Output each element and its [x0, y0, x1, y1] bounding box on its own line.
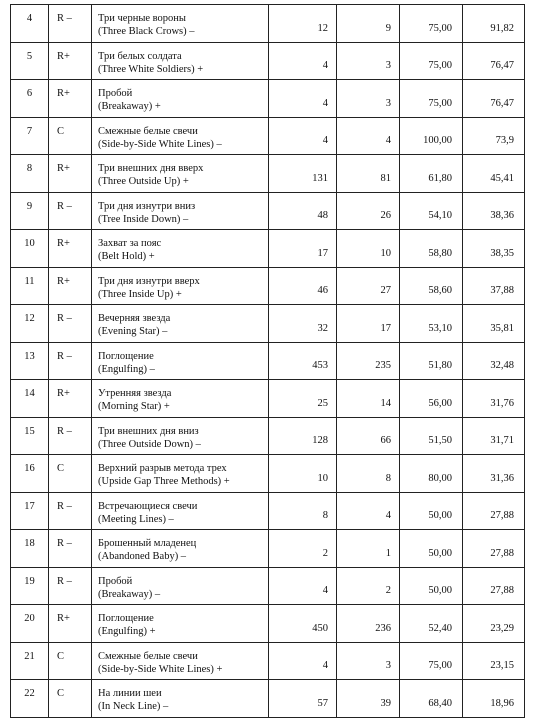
pattern-name-ru: Вечерняя звезда	[98, 313, 171, 324]
signal-cell: R –	[49, 342, 92, 380]
pattern-name-ru: Утренняя звезда	[98, 388, 172, 399]
success-percent-cell: 75,00	[400, 42, 463, 80]
row-number-cell: 10	[11, 230, 49, 268]
table-row	[11, 42, 525, 80]
count-total-cell: 57	[269, 680, 337, 718]
count-total-cell: 12	[269, 5, 337, 43]
pattern-name-ru: Брошенный младенец	[98, 538, 197, 549]
rating-cell: 23,15	[463, 642, 525, 680]
signal-cell: R+	[49, 230, 92, 268]
rating-cell: 35,81	[463, 305, 525, 343]
count-success-cell: 3	[337, 42, 400, 80]
success-percent-cell: 100,00	[400, 117, 463, 155]
pattern-name-cell	[92, 192, 269, 230]
pattern-name-ru: На линии шеи	[98, 688, 162, 699]
pattern-name-cell	[92, 680, 269, 718]
count-total-cell: 450	[269, 605, 337, 643]
rating-cell: 73,9	[463, 117, 525, 155]
pattern-name-ru: Три внешних дня вниз	[98, 425, 199, 437]
pattern-name-cell	[92, 642, 269, 680]
table-row	[11, 192, 525, 230]
table-row	[11, 417, 525, 455]
pattern-name-cell	[92, 530, 269, 568]
count-success-cell: 66	[337, 417, 400, 455]
pattern-name-cell	[92, 5, 269, 43]
success-percent-cell: 61,80	[400, 155, 463, 193]
pattern-name-en: (Upside Gap Three Methods) +	[98, 476, 230, 487]
table-row	[11, 605, 525, 643]
row-number-cell: 12	[11, 305, 49, 343]
count-success-cell: 8	[337, 455, 400, 493]
rating-cell: 27,88	[463, 530, 525, 568]
rating-cell: 76,47	[463, 80, 525, 118]
pattern-name-ru: Три белых солдата	[98, 50, 182, 62]
pattern-name-en: (Side-by-Side White Lines) +	[98, 663, 223, 675]
rating-cell: 38,36	[463, 192, 525, 230]
count-total-cell: 4	[269, 567, 337, 605]
success-percent-cell: 75,00	[400, 80, 463, 118]
table-row	[11, 455, 525, 493]
row-number-cell: 5	[11, 42, 49, 80]
pattern-name-ru: Три внешних дня вверх	[98, 163, 204, 174]
table-body	[11, 5, 525, 718]
count-total-cell: 2	[269, 530, 337, 568]
pattern-name-ru: Смежные белые свечи	[98, 125, 198, 137]
rating-cell: 27,88	[463, 567, 525, 605]
table-row	[11, 342, 525, 380]
signal-cell: C	[49, 455, 92, 493]
count-success-cell: 2	[337, 567, 400, 605]
success-percent-cell: 50,00	[400, 492, 463, 530]
row-number-cell: 4	[11, 5, 49, 43]
count-total-cell: 25	[269, 380, 337, 418]
signal-cell: R+	[49, 605, 92, 643]
success-percent-cell: 68,40	[400, 680, 463, 718]
pattern-name-en: (Engulfing) +	[98, 626, 156, 637]
pattern-name-cell	[92, 230, 269, 268]
count-total-cell: 4	[269, 42, 337, 80]
pattern-name-cell	[92, 492, 269, 530]
rating-cell: 27,88	[463, 492, 525, 530]
row-number-cell: 22	[11, 680, 49, 718]
count-success-cell: 3	[337, 642, 400, 680]
rating-cell: 31,71	[463, 417, 525, 455]
success-percent-cell: 50,00	[400, 567, 463, 605]
count-success-cell: 14	[337, 380, 400, 418]
pattern-name-ru: Встречающиеся свечи	[98, 500, 198, 512]
success-percent-cell: 51,80	[400, 342, 463, 380]
count-success-cell: 1	[337, 530, 400, 568]
success-percent-cell: 56,00	[400, 380, 463, 418]
count-total-cell: 8	[269, 492, 337, 530]
success-percent-cell: 58,60	[400, 267, 463, 305]
count-success-cell: 4	[337, 492, 400, 530]
pattern-name-en: (Meeting Lines) –	[98, 513, 174, 525]
pattern-name-en: (Engulfing) –	[98, 363, 155, 375]
count-success-cell: 81	[337, 155, 400, 193]
table-row	[11, 80, 525, 118]
table-row	[11, 680, 525, 718]
count-total-cell: 131	[269, 155, 337, 193]
pattern-name-en: (Three Outside Down) –	[98, 438, 201, 450]
row-number-cell: 11	[11, 267, 49, 305]
pattern-name-ru: Пробой	[98, 88, 133, 99]
table-row	[11, 305, 525, 343]
pattern-name-cell	[92, 155, 269, 193]
pattern-name-ru: Верхний разрыв метода трех	[98, 463, 227, 474]
signal-cell: R –	[49, 567, 92, 605]
count-total-cell: 4	[269, 80, 337, 118]
table-row	[11, 155, 525, 193]
row-number-cell: 19	[11, 567, 49, 605]
pattern-name-cell	[92, 305, 269, 343]
pattern-name-en: (Three White Soldiers) +	[98, 63, 204, 75]
success-percent-cell: 80,00	[400, 455, 463, 493]
pattern-name-en: (Breakaway) +	[98, 101, 161, 112]
pattern-name-ru: Пробой	[98, 575, 133, 587]
count-success-cell: 10	[337, 230, 400, 268]
pattern-name-ru: Три дня изнутри вверх	[98, 275, 200, 287]
pattern-name-en: (Side-by-Side White Lines) –	[98, 138, 222, 150]
row-number-cell: 7	[11, 117, 49, 155]
pattern-name-en: (In Neck Line) –	[98, 701, 169, 712]
pattern-name-en: (Breakaway) –	[98, 588, 161, 600]
pattern-name-cell	[92, 417, 269, 455]
pattern-name-ru: Смежные белые свечи	[98, 650, 198, 662]
table-row	[11, 530, 525, 568]
pattern-name-cell	[92, 380, 269, 418]
pattern-name-en: (Morning Star) +	[98, 401, 170, 412]
signal-cell: R –	[49, 192, 92, 230]
count-total-cell: 128	[269, 417, 337, 455]
row-number-cell: 9	[11, 192, 49, 230]
pattern-name-cell	[92, 80, 269, 118]
row-number-cell: 16	[11, 455, 49, 493]
signal-cell: C	[49, 642, 92, 680]
success-percent-cell: 51,50	[400, 417, 463, 455]
count-total-cell: 4	[269, 642, 337, 680]
signal-cell: C	[49, 117, 92, 155]
success-percent-cell: 52,40	[400, 605, 463, 643]
table-row	[11, 5, 525, 43]
table-row	[11, 117, 525, 155]
rating-cell: 45,41	[463, 155, 525, 193]
pattern-name-cell	[92, 117, 269, 155]
pattern-name-cell	[92, 455, 269, 493]
count-total-cell: 32	[269, 305, 337, 343]
count-success-cell: 9	[337, 5, 400, 43]
count-total-cell: 46	[269, 267, 337, 305]
rating-cell: 31,36	[463, 455, 525, 493]
signal-cell: R+	[49, 155, 92, 193]
pattern-name-ru: Поглощение	[98, 613, 154, 624]
count-total-cell: 48	[269, 192, 337, 230]
count-total-cell: 453	[269, 342, 337, 380]
signal-cell: R+	[49, 267, 92, 305]
pattern-name-en: (Three Inside Up) +	[98, 288, 182, 300]
pattern-name-ru: Поглощение	[98, 350, 154, 362]
signal-cell: R –	[49, 417, 92, 455]
count-success-cell: 39	[337, 680, 400, 718]
row-number-cell: 15	[11, 417, 49, 455]
pattern-name-en: (Tree Inside Down) –	[98, 213, 189, 225]
pattern-name-cell	[92, 267, 269, 305]
pattern-name-en: (Abandoned Baby) –	[98, 551, 187, 562]
table-row	[11, 642, 525, 680]
row-number-cell: 17	[11, 492, 49, 530]
pattern-name-en: (Evening Star) –	[98, 326, 168, 337]
pattern-name-ru: Три черные вороны	[98, 13, 186, 24]
table-row	[11, 267, 525, 305]
success-percent-cell: 58,80	[400, 230, 463, 268]
rating-cell: 76,47	[463, 42, 525, 80]
row-number-cell: 13	[11, 342, 49, 380]
count-total-cell: 4	[269, 117, 337, 155]
pattern-name-en: (Three Outside Up) +	[98, 176, 189, 187]
success-percent-cell: 53,10	[400, 305, 463, 343]
row-number-cell: 21	[11, 642, 49, 680]
pattern-name-cell	[92, 42, 269, 80]
rating-cell: 31,76	[463, 380, 525, 418]
success-percent-cell: 75,00	[400, 642, 463, 680]
table-row	[11, 230, 525, 268]
success-percent-cell: 54,10	[400, 192, 463, 230]
row-number-cell: 20	[11, 605, 49, 643]
pattern-name-ru: Захват за пояс	[98, 238, 162, 249]
table-row	[11, 380, 525, 418]
signal-cell: R –	[49, 492, 92, 530]
count-success-cell: 235	[337, 342, 400, 380]
rating-cell: 38,35	[463, 230, 525, 268]
signal-cell: R+	[49, 80, 92, 118]
pattern-name-cell	[92, 342, 269, 380]
success-percent-cell: 50,00	[400, 530, 463, 568]
count-total-cell: 17	[269, 230, 337, 268]
count-success-cell: 17	[337, 305, 400, 343]
table-row	[11, 492, 525, 530]
signal-cell: R –	[49, 305, 92, 343]
pattern-name-en: (Belt Hold) +	[98, 251, 155, 262]
count-total-cell: 10	[269, 455, 337, 493]
pattern-name-cell	[92, 605, 269, 643]
signal-cell: R –	[49, 5, 92, 43]
row-number-cell: 14	[11, 380, 49, 418]
pattern-name-ru: Три дня изнутри вниз	[98, 200, 196, 212]
rating-cell: 37,88	[463, 267, 525, 305]
row-number-cell: 6	[11, 80, 49, 118]
count-success-cell: 27	[337, 267, 400, 305]
count-success-cell: 3	[337, 80, 400, 118]
pattern-name-cell	[92, 567, 269, 605]
signal-cell: R+	[49, 42, 92, 80]
rating-cell: 23,29	[463, 605, 525, 643]
count-success-cell: 236	[337, 605, 400, 643]
signal-cell: R+	[49, 380, 92, 418]
count-success-cell: 26	[337, 192, 400, 230]
table-row	[11, 567, 525, 605]
count-success-cell: 4	[337, 117, 400, 155]
success-percent-cell: 75,00	[400, 5, 463, 43]
rating-cell: 91,82	[463, 5, 525, 43]
pattern-name-en: (Three Black Crows) –	[98, 26, 195, 37]
signal-cell: C	[49, 680, 92, 718]
pattern-table	[10, 4, 525, 718]
rating-cell: 18,96	[463, 680, 525, 718]
signal-cell: R –	[49, 530, 92, 568]
rating-cell: 32,48	[463, 342, 525, 380]
row-number-cell: 18	[11, 530, 49, 568]
row-number-cell: 8	[11, 155, 49, 193]
